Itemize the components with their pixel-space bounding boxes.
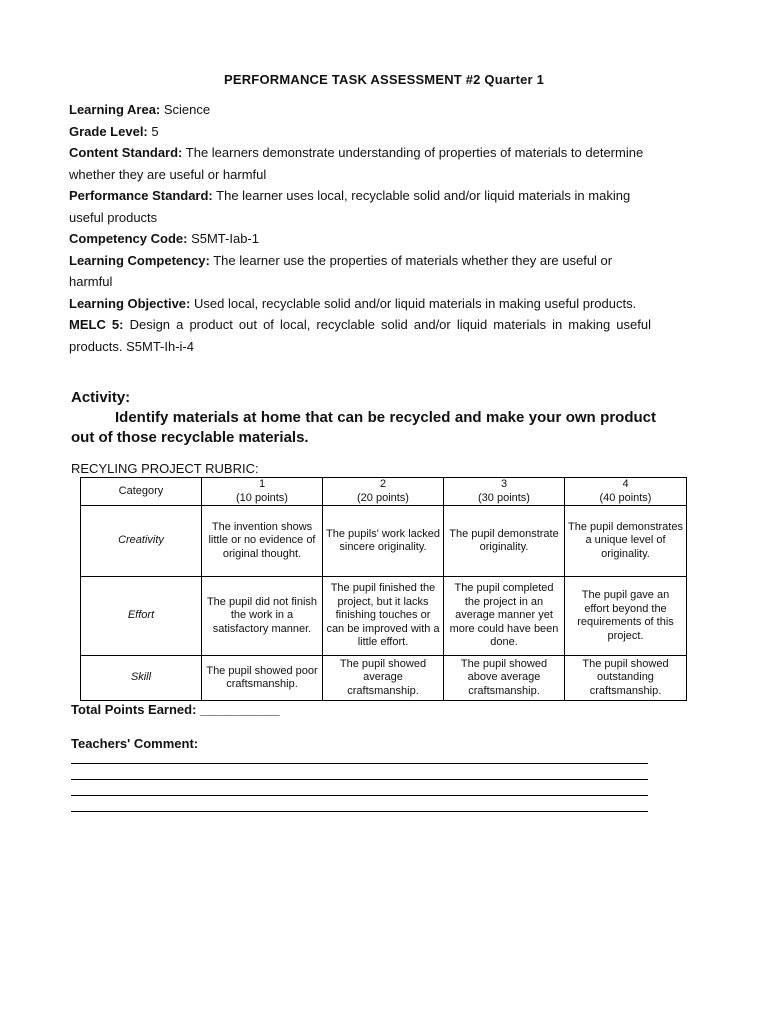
rubric-header-row <box>81 478 687 506</box>
rubric-cell: The pupil gave an effort beyond the requirements of this project. <box>565 577 687 656</box>
learning-objective-value: Used local, recyclable solid and/or liquid materials in making useful products. <box>190 295 637 311</box>
competency-code-label: Competency Code: <box>69 231 188 246</box>
performance-standard-field <box>69 185 651 228</box>
rubric-cell: The pupil showed average craftsmanship. <box>323 656 444 701</box>
rubric-row-skill <box>81 656 687 701</box>
rubric-cell: The pupil demonstrates a unique level of originality. <box>565 506 687 577</box>
grade-level-label: Grade Level: <box>69 123 148 139</box>
performance-standard-label: Performance Standard: <box>69 188 213 203</box>
content-standard-label: Content Standard: <box>69 145 183 160</box>
comment-line <box>71 763 648 764</box>
comment-line <box>71 779 648 780</box>
grade-level-field <box>69 121 651 143</box>
learning-area-value: Science <box>160 102 211 117</box>
teachers-comment-label: Teachers' Comment: <box>71 736 199 751</box>
activity-section <box>71 388 656 448</box>
content-standard-field <box>69 142 651 185</box>
rubric-cell: The pupil showed poor craftsmanship. <box>202 656 323 701</box>
rubric-header-2: 2 (20 points) <box>323 478 444 506</box>
rubric-header-category: Category <box>81 478 202 506</box>
rubric-cell: The pupil completed the project in an average manner yet more could have been done. <box>444 577 565 656</box>
activity-text: Identify materials at home that can be recycled and make your own product out of those recyclable materials. <box>71 409 656 446</box>
melc-label: MELC 5: <box>69 317 124 332</box>
melc-value: Design a product out of local, recyclable solid and/or liquid materials in making useful products. S5MT-Ih-i-4 <box>69 317 651 354</box>
activity-label: Activity: <box>71 389 131 406</box>
rubric-cell: The pupil demonstrate originality. <box>444 506 565 577</box>
rubric-header-1: 1 (10 points) <box>202 478 323 506</box>
rubric-header-4: 4 (40 points) <box>565 478 687 506</box>
grade-level-value: 5 <box>147 123 159 139</box>
performance-standard-value: The learner uses local, recyclable solid and/or liquid materials in making useful products <box>69 188 631 225</box>
rubric-header-3: 3 (30 points) <box>444 478 565 506</box>
rubric-category-cell: Effort <box>81 577 202 656</box>
total-points-earned: Total Points Earned: ___________ <box>71 702 280 717</box>
learning-area-field <box>69 99 651 121</box>
learning-competency-field <box>69 250 651 293</box>
rubric-cell: The pupil showed above average craftsmanship. <box>444 656 565 701</box>
page-title: PERFORMANCE TASK ASSESSMENT #2 Quarter 1 <box>223 72 545 87</box>
learning-competency-value: The learner use the properties of materials whether they are useful or harmful <box>69 252 613 289</box>
rubric-category-cell: Skill <box>81 656 202 701</box>
content-standard-value: The learners demonstrate understanding of properties of materials to determine whether they are useful or harmful <box>69 145 644 182</box>
learning-objective-field <box>69 293 651 315</box>
rubric-row-effort <box>81 577 687 656</box>
info-fields <box>69 99 651 357</box>
learning-competency-label: Learning Competency: <box>69 252 210 268</box>
rubric-cell: The pupil finished the project, but it lacks finishing touches or can be improved with a little effort. <box>323 577 444 656</box>
rubric-row-creativity <box>81 506 687 577</box>
learning-area-label: Learning Area: <box>69 102 161 117</box>
rubric-category-cell: Creativity <box>81 506 202 577</box>
comment-line <box>71 795 648 796</box>
rubric-cell: The pupil showed outstanding craftsmanship. <box>565 656 687 701</box>
competency-code-field <box>69 228 651 250</box>
rubric-table <box>80 477 687 701</box>
competency-code-value: S5MT-Iab-1 <box>187 231 259 246</box>
rubric-label: RECYLING PROJECT RUBRIC: <box>71 461 259 476</box>
comment-line <box>71 811 648 812</box>
melc-field <box>69 314 651 357</box>
rubric-cell: The pupils' work lacked sincere originality. <box>323 506 444 577</box>
rubric-cell: The pupil did not finish the work in a satisfactory manner. <box>202 577 323 656</box>
rubric-cell: The invention shows little or no evidence of original thought. <box>202 506 323 577</box>
learning-objective-label: Learning Objective: <box>69 295 191 311</box>
